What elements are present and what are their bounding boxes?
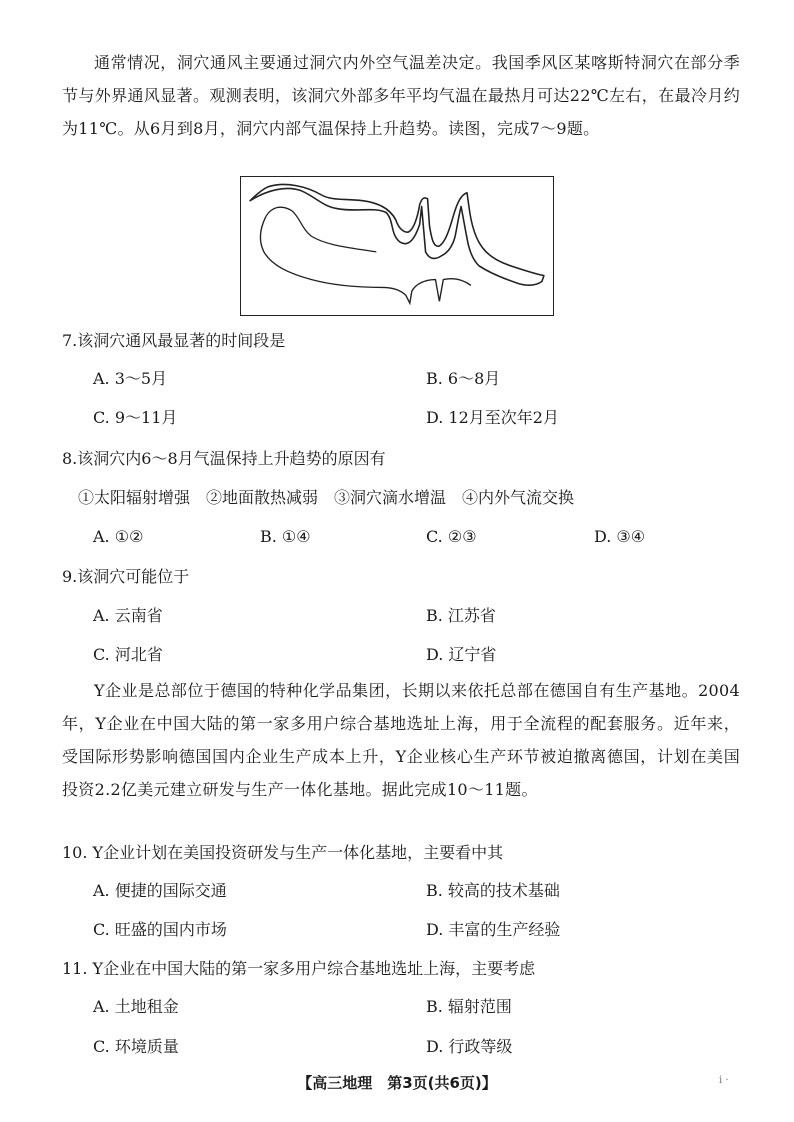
- q8-statement-list: ①太阳辐射增强 ②地面散热减弱 ③洞穴滴水增温 ④内外气流交换: [78, 488, 575, 507]
- cave-outline-drawing: [241, 177, 553, 315]
- q9-option-c[interactable]: C. 河北省: [93, 645, 163, 664]
- q8-option-d[interactable]: D. ③④: [594, 527, 646, 546]
- corner-mark: i ·: [719, 1075, 729, 1086]
- q10-option-a[interactable]: A. 便捷的国际交通: [93, 881, 227, 900]
- q7-option-a[interactable]: A. 3～5月: [93, 369, 168, 388]
- question-7-stem: 7.该洞穴通风最显著的时间段是: [62, 331, 286, 350]
- q10-option-d[interactable]: D. 丰富的生产经验: [426, 920, 561, 939]
- q11-option-a[interactable]: A. 土地租金: [93, 997, 179, 1016]
- question-11-stem: 11. Y企业在中国大陆的第一家多用户综合基地选址上海，主要考虑: [62, 959, 536, 978]
- cave-outline: [250, 184, 544, 285]
- q11-option-b[interactable]: B. 辐射范围: [426, 997, 512, 1016]
- cave-cross-section-figure: [240, 176, 554, 316]
- q10-option-c[interactable]: C. 旺盛的国内市场: [93, 920, 227, 939]
- q11-option-c[interactable]: C. 环境质量: [93, 1037, 179, 1056]
- q11-option-d[interactable]: D. 行政等级: [426, 1037, 513, 1056]
- q10-option-b[interactable]: B. 较高的技术基础: [426, 881, 560, 900]
- cave-floor-line: [266, 207, 376, 252]
- question-9-stem: 9.该洞穴可能位于: [62, 567, 190, 586]
- question-8-stem: 8.该洞穴内6～8月气温保持上升趋势的原因有: [62, 449, 386, 468]
- q8-option-c[interactable]: C. ②③: [426, 527, 477, 546]
- q8-option-b[interactable]: B. ①④: [260, 527, 311, 546]
- q7-option-b[interactable]: B. 6～8月: [426, 369, 501, 388]
- question-10-stem: 10. Y企业计划在美国投资研发与生产一体化基地，主要看中其: [62, 843, 504, 862]
- stalactite-shapes: [260, 216, 471, 303]
- q9-option-d[interactable]: D. 辽宁省: [426, 645, 497, 664]
- q7-option-c[interactable]: C. 9～11月: [93, 408, 178, 427]
- page-footer: 【高三地理 第3页(共6页)】: [297, 1074, 497, 1092]
- q8-option-a[interactable]: A. ①②: [93, 527, 144, 546]
- q7-option-d[interactable]: D. 12月至次年2月: [426, 408, 559, 427]
- passage-enterprise: Y企业是总部位于德国的特种化学品集团，长期以来依托总部在德国自有生产基地。2004年，Y企业在中国大陆的第一家多用户综合基地选址上海，用于全流程的配套服务。近年来，受国际形势影响德国国内企业生产成本上升，Y企业核心生产环节被迫撤离德国，计划在美国投资2.2亿美元建立研发与生产一体化基地。据此完成10～11题。: [62, 681, 740, 799]
- passage-cave: 通常情况，洞穴通风主要通过洞穴内外空气温差决定。我国季风区某喀斯特洞穴在部分季节与外界通风显著。观测表明，该洞穴外部多年平均气温在最热月可达22℃左右，在最冷月约为11℃。从6月到8月，洞穴内部气温保持上升趋势。读图，完成7～9题。: [62, 53, 740, 138]
- q9-option-b[interactable]: B. 江苏省: [426, 606, 496, 625]
- q9-option-a[interactable]: A. 云南省: [93, 606, 163, 625]
